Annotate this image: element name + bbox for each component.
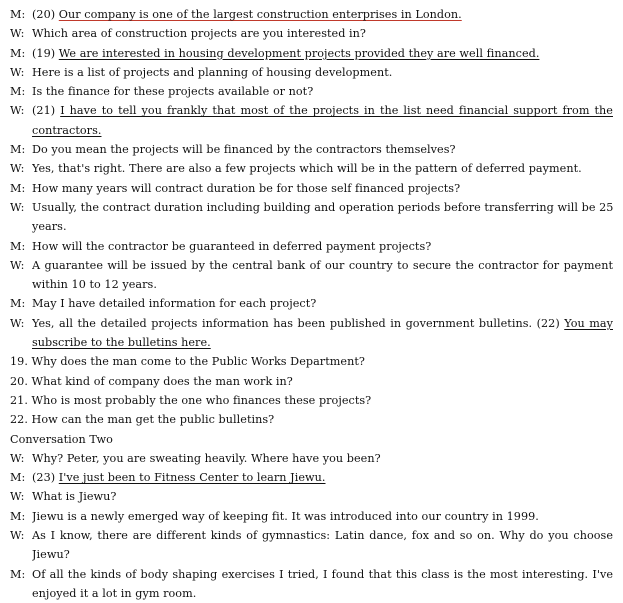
- line-text: Do you mean the projects will be financed by the contractors themselves?: [32, 143, 456, 157]
- speaker-label: M:: [10, 567, 26, 581]
- line-2: [10, 24, 613, 43]
- underlined-answer: I've just been to Fitness Center to learn Jiewu.: [58, 471, 326, 485]
- line-text: May I have detailed information for each project?: [32, 297, 317, 311]
- underlined-answer: You may: [564, 316, 613, 330]
- speaker-label: [10, 275, 32, 294]
- line-28: [10, 526, 613, 545]
- underlined-answer: We are interested in housing development projects provided they are well financed.: [58, 46, 540, 60]
- line-text: Which area of construction projects are you interested in?: [32, 27, 366, 41]
- speaker-label: W:: [10, 490, 25, 504]
- line-text: Jiewu is a newly emerged way of keeping fit. It was introduced into our country in 1999.: [32, 509, 539, 523]
- question-text: 22. How can the man get the public bulletins?: [10, 413, 275, 427]
- line-11: [10, 198, 613, 217]
- speaker-label: W:: [10, 529, 25, 543]
- speaker-label: [10, 121, 32, 140]
- line-text: years.: [32, 220, 67, 234]
- line-text: Jiewu?: [32, 548, 70, 562]
- line-text: (21) I have to tell you frankly that most of the projects in the list need financial support from the: [32, 104, 613, 118]
- question-21: [10, 391, 613, 410]
- line-14: [10, 256, 613, 275]
- speaker-label: M:: [10, 181, 26, 195]
- speaker-label: W:: [10, 27, 25, 41]
- line-17: [10, 314, 613, 333]
- line-9: [10, 159, 613, 178]
- line-15: [10, 275, 613, 294]
- question-text: 20. What kind of company does the man work in?: [10, 374, 293, 388]
- line-27: [10, 507, 613, 526]
- line-text: Of all the kinds of body shaping exercises I tried, I found that this class is the most interesting. I've: [32, 567, 613, 581]
- speaker-label: W:: [10, 451, 25, 465]
- line-text: What is Jiewu?: [32, 490, 117, 504]
- underlined-answer: Our company is one of the largest construction enterprises in London.: [58, 8, 462, 21]
- line-26: [10, 487, 613, 506]
- speaker-label: W:: [10, 65, 25, 79]
- line-text: A guarantee will be issued by the central bank of our country to secure the contractor for payment: [32, 258, 613, 272]
- line-text: (20) Our company is one of the largest construction enterprises in London.: [32, 8, 462, 21]
- line-8: [10, 140, 613, 159]
- line-24: [10, 449, 613, 468]
- speaker-label: W:: [10, 104, 25, 118]
- line-text: within 10 to 12 years.: [32, 278, 157, 292]
- line-25: [10, 468, 613, 487]
- speaker-label: W:: [10, 316, 25, 330]
- conversation-heading: Conversation Two: [10, 432, 113, 446]
- line-29: [10, 545, 613, 564]
- line-16: [10, 294, 613, 313]
- underlined-answer: I have to tell you frankly that most of the projects in the list need financial support from the: [60, 104, 613, 118]
- line-text: How many years will contract duration be for those self financed projects?: [32, 181, 461, 195]
- line-text: Here is a list of projects and planning of housing development.: [32, 65, 393, 79]
- question-19: [10, 352, 613, 371]
- line-text: Why? Peter, you are sweating heavily. Where have you been?: [32, 451, 381, 465]
- line-text: (19) We are interested in housing development projects provided they are well financed.: [32, 46, 540, 60]
- speaker-label: M:: [10, 85, 26, 99]
- line-18: [10, 333, 613, 352]
- line-5: [10, 82, 613, 101]
- speaker-label: W:: [10, 258, 25, 272]
- speaker-label: W:: [10, 200, 25, 214]
- line-text: Usually, the contract duration including building and operation periods before transferring will be 25: [32, 200, 613, 214]
- line-4: [10, 63, 613, 82]
- speaker-label: [10, 333, 32, 352]
- underlined-answer: contractors.: [32, 123, 102, 137]
- line-13: [10, 237, 613, 256]
- line-30: [10, 565, 613, 584]
- question-text: 21. Who is most probably the one who finances these projects?: [10, 393, 372, 407]
- speaker-label: [10, 584, 32, 603]
- line-text: (23) I've just been to Fitness Center to learn Jiewu.: [32, 471, 326, 485]
- line-31: [10, 584, 613, 603]
- speaker-label: M:: [10, 239, 26, 253]
- section-heading: [10, 430, 613, 449]
- question-text: 19. Why does the man come to the Public Works Department?: [10, 355, 365, 369]
- speaker-label: M:: [10, 8, 26, 21]
- line-12: [10, 217, 613, 236]
- line-text: As I know, there are different kinds of gymnastics: Latin dance, fox and so on. Why do you choose: [32, 529, 613, 543]
- line-6: [10, 101, 613, 120]
- line-text: Yes, that's right. There are also a few projects which will be in the pattern of deferred payment.: [32, 162, 582, 176]
- line-7: [10, 121, 613, 140]
- speaker-label: M:: [10, 143, 26, 157]
- speaker-label: M:: [10, 297, 26, 311]
- question-20: [10, 372, 613, 391]
- question-22: [10, 410, 613, 429]
- line-1: [10, 5, 613, 24]
- speaker-label: M:: [10, 509, 26, 523]
- line-text: [32, 121, 613, 140]
- speaker-label: W:: [10, 162, 25, 176]
- line-text: enjoyed it a lot in gym room.: [32, 586, 197, 600]
- speaker-label: M:: [10, 46, 26, 60]
- line-text: Is the finance for these projects available or not?: [32, 85, 314, 99]
- line-3: [10, 44, 613, 63]
- underlined-answer: subscribe to the bulletins here.: [32, 336, 211, 350]
- speaker-label: [10, 217, 32, 236]
- line-text: Yes, all the detailed projects information has been published in government bulletins. (22) You may: [32, 316, 613, 330]
- speaker-label: [10, 545, 32, 564]
- speaker-label: M:: [10, 471, 26, 485]
- line-10: [10, 179, 613, 198]
- line-text: [32, 333, 613, 352]
- line-text: How will the contractor be guaranteed in deferred payment projects?: [32, 239, 432, 253]
